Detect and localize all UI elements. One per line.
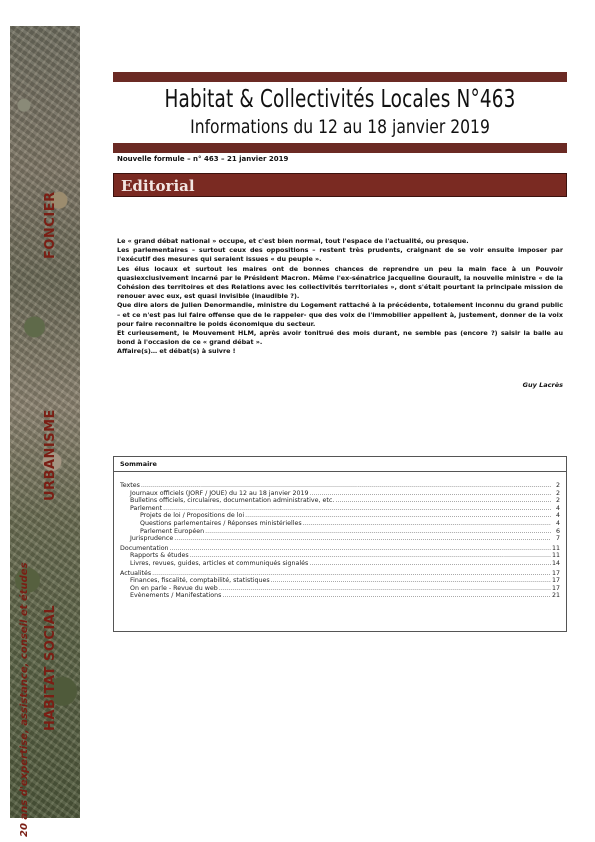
editorial-signature: Guy Lacrès	[522, 381, 563, 389]
toc-leader-dots	[205, 528, 551, 536]
toc-leader-dots	[219, 585, 551, 593]
toc-title: Sommaire	[114, 457, 566, 472]
strip-tagline: 20 ans d'expertise, assistance, conseil et études	[19, 562, 30, 837]
toc-entry-page: 17	[551, 569, 560, 577]
toc-entry-page: 6	[555, 527, 560, 535]
toc-entry-page: 4	[555, 512, 560, 520]
strip-words	[10, 26, 80, 837]
toc-entry-page: 4	[555, 519, 560, 527]
editorial-paragraph: Le « grand débat national » occupe, et c'est bien normal, tout l'espace de l'actualité, ou presque.	[117, 237, 469, 245]
toc-leader-dots	[163, 505, 551, 513]
toc-entry-label: Documentation	[120, 544, 169, 552]
toc-entry[interactable]	[120, 570, 560, 578]
toc-entry-page: 7	[555, 535, 560, 543]
header-bottom-rule	[113, 143, 567, 153]
toc-leader-dots	[310, 490, 552, 498]
toc-entry-label: Rapports & études	[130, 552, 189, 560]
newsletter-subtitle: Informations du 12 au 18 janvier 2019	[190, 116, 490, 138]
editorial-heading: Editorial	[121, 177, 195, 195]
toc-entry-page: 14	[551, 559, 560, 567]
editorial-paragraph: Que dire alors de Julien Denormandie, ministre du Logement rattaché à la précédente, totalement inconnu du grand public – et ce n'est pas lui faire offense que de le rappeler- que des voix de l'immobilier appellent à, justement, donner de la voix pour faire reconnaitre le poids économique du secteur.	[117, 301, 563, 328]
toc-leader-dots	[170, 545, 551, 553]
toc-entry[interactable]	[120, 560, 560, 568]
toc-entry[interactable]	[120, 497, 560, 505]
toc-entry[interactable]	[120, 520, 560, 528]
header-top-rule	[113, 72, 567, 82]
toc-entry-label: On en parle - Revue du web	[130, 584, 218, 592]
toc-entry-page: 21	[551, 592, 560, 600]
toc-entry-page: 11	[551, 552, 560, 560]
toc-entry-label: Bulletins officiels, circulaires, documentation administrative, etc.	[130, 497, 335, 505]
toc-entry-label: Evènements / Manifestations	[130, 592, 222, 600]
toc-leader-dots	[190, 552, 551, 560]
toc-entry-page: 4	[555, 504, 560, 512]
table-of-contents-box	[113, 456, 567, 632]
toc-entry[interactable]	[120, 535, 560, 543]
toc-entry[interactable]	[120, 592, 560, 600]
toc-entry[interactable]	[120, 505, 560, 513]
toc-leader-dots	[271, 577, 551, 585]
toc-entry[interactable]	[120, 512, 560, 520]
toc-entry-page: 2	[555, 497, 560, 505]
toc-leader-dots	[174, 535, 551, 543]
toc-entry[interactable]	[120, 552, 560, 560]
toc-entry-label: Textes	[120, 482, 140, 489]
editorial-paragraph: Les élus locaux et surtout les maires ont de bonnes chances de reprendre un peu la main face à un Pouvoir quasiexclusivement incarné par le Président Macron. Même l'ex-sénatrice Jacqueline Gourault, la nouvelle ministre « de la Cohésion des territoires et des Relations avec les collectivités territoriales », dont s'était pourtant la principale mission de renouer avec eux, est quasi invisible (inaudible ?).	[117, 264, 563, 301]
toc-entry-label: Projets de loi / Propositions de loi	[140, 512, 245, 520]
editorial-closing: Affaire(s)… et débat(s) à suivre !	[117, 347, 236, 356]
toc-entry-page: 2	[555, 482, 560, 489]
newsletter-title: Habitat & Collectivités Locales N°463	[164, 84, 516, 113]
toc-entry-label: Questions parlementaires / Réponses ministérielles	[140, 519, 302, 527]
strip-word-foncier: FONCIER	[43, 191, 58, 259]
toc-entry-page: 17	[551, 577, 560, 585]
toc-entry-label: Journaux officiels (JORF / JOUE) du 12 au 18 janvier 2019	[130, 489, 309, 497]
toc-entry-page: 2	[555, 489, 560, 497]
toc-leader-dots	[222, 592, 551, 600]
toc-entry-page: 11	[551, 544, 560, 552]
toc-entry-page: 17	[551, 584, 560, 592]
editorial-paragraph: Et curieusement, le Mouvement HLM, après avoir tonitrué des mois durant, ne semble pas (encore ?) saisir la balle au bond à l'occasion de ce « grand débat ».	[117, 329, 563, 347]
editorial-band	[113, 173, 567, 197]
toc-leader-dots	[245, 512, 551, 520]
toc-entry-label: Finances, fiscalité, comptabilité, statistiques	[130, 577, 270, 585]
toc-leader-dots	[303, 520, 551, 528]
strip-word-habitat-social: HABITAT SOCIAL	[43, 604, 58, 731]
editorial-body	[117, 237, 563, 357]
editorial-paragraph: Les parlementaires – surtout ceux des oppositions – restent très prudents, craignant de se voir ensuite imposer par l'exécutif des mesures qui seraient issues « du peuple ».	[117, 246, 563, 264]
strip-word-urbanisme: URBANISME	[43, 409, 58, 501]
toc-leader-dots	[309, 560, 551, 568]
toc-entry-label: Livres, revues, guides, articles et communiqués signalés	[130, 559, 309, 567]
toc-entry[interactable]	[120, 577, 560, 585]
toc-entry[interactable]	[120, 482, 560, 490]
toc-leader-dots	[335, 497, 551, 505]
toc-entry[interactable]	[120, 490, 560, 498]
toc-entry-label: Jurisprudence	[130, 535, 174, 543]
aerial-photo-strip	[10, 26, 80, 837]
toc-entry-label: Parlement	[130, 504, 163, 512]
toc-entry-label: Actualités	[120, 569, 152, 577]
toc-leader-dots	[152, 570, 551, 578]
toc-list	[120, 482, 560, 600]
toc-entry-label: Parlement Européen	[140, 527, 205, 535]
edition-line: Nouvelle formule – n° 463 – 21 janvier 2019	[117, 155, 289, 163]
toc-entry[interactable]	[120, 528, 560, 536]
toc-leader-dots	[141, 482, 551, 490]
